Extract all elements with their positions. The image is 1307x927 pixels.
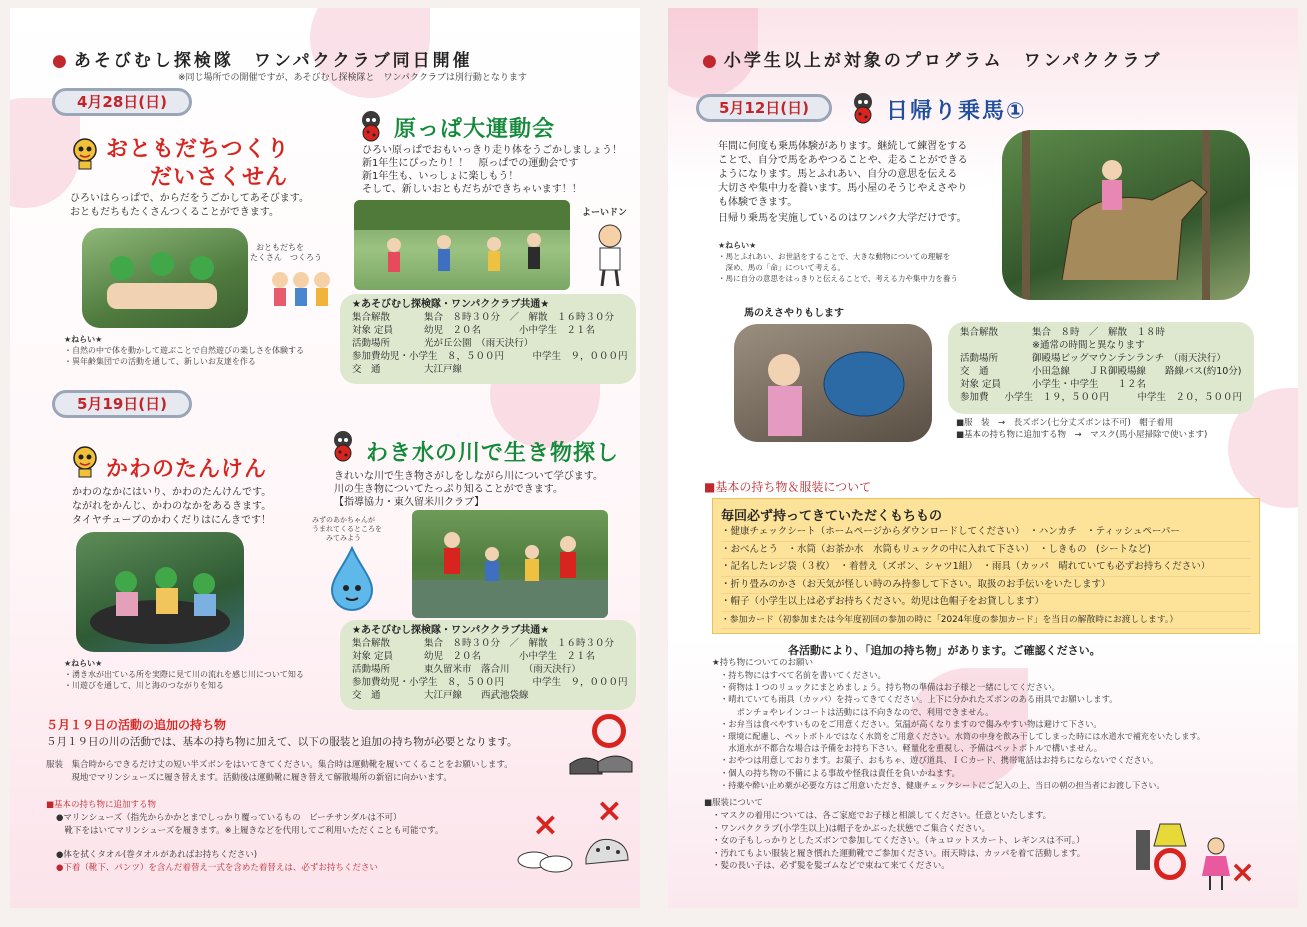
beach-sandals-icon: [514, 838, 574, 878]
info-box-may12: [948, 322, 1254, 414]
x-ng-mark-icon: ×: [1230, 855, 1256, 890]
info-row: ※通常の時間と異なります: [1032, 340, 1145, 351]
desc-undoukai-3: 新1年生も、いっしょに楽しもう！: [362, 171, 519, 182]
title-wakimizu: わき水の川で生き物探し: [366, 441, 620, 466]
desc-otomodachi-2: おともだちもたくさんつくることができます。: [70, 207, 279, 218]
must-item: ・折り畳みのかさ（お天気が怪しい時のみ持参して下さい。取扱のお手伝いをいたします）: [721, 577, 1251, 595]
extra-list-item: ●体を拭くタオル(巻タオルがあればお持ちください): [56, 850, 258, 860]
clothes-item: ・汚れてもよい服装と履き慣れた運動靴でご参加ください。雨天時は、カッパを着て活動します。: [712, 848, 1086, 859]
circle-ok-mark-icon: [1154, 848, 1186, 880]
date-badge-apr28: 4月28日(日): [52, 88, 192, 116]
ladybug-mascot-icon: [846, 90, 880, 124]
circle-ok-mark-icon: [592, 714, 626, 748]
title-otomodachi-1: おともだちつくり: [106, 137, 290, 162]
drop-caption-3: みてみよう: [326, 534, 361, 542]
must-item: ・参加カード（初参加または今年度初回の参加の時に「2024年度の参加カード」を当日の解散時にお渡しします。）: [721, 612, 1251, 630]
request-item: 水道水が不都合な場合は予備をお持ち下さい。軽量化を重視し、予備はペットボトルで構いません。: [720, 743, 1103, 754]
must-item: ・記名したレジ袋（３枚） ・着替え（ズボン、シャツ1組） ・雨具（カッパ 晴れていても必ずお持ちください）: [721, 559, 1251, 577]
desc-undoukai-2: 新1年生にぴったり！！ 原っぱでの運動会です: [362, 158, 579, 169]
ladybug-mascot-icon: [354, 108, 388, 142]
ladybug-mascot-icon: [326, 428, 360, 462]
horse-note-extra: ■基本の持ち物に追加する物 → マスク(馬小屋掃除で使います): [956, 430, 1208, 440]
x-ng-mark-icon: ×: [596, 791, 623, 829]
extra-items-intro: ５月１９日の川の活動では、基本の持ち物に加えて、以下の服装と追加の持ち物が必要となります。: [46, 736, 518, 748]
desc-horse-6: 日帰り乗馬を実施しているのはワンパク大学だけです。: [718, 213, 967, 224]
aim-a-2: ・異年齢集団での活動を通して、新しいお友達を作る: [64, 357, 256, 366]
request-heading: ★持ち物についてのお願い: [712, 658, 813, 668]
marine-shoes-icon: [566, 744, 636, 784]
info-row: 活動場所 光が丘公園 （雨天決行）: [352, 338, 534, 349]
clothes-heading: ■服装について: [704, 798, 763, 808]
info-row: 集合解散 集合 ８時３０分 ／ 解散 １６時３０分: [352, 638, 615, 649]
aim-a-1: ・自然の中で体を動かして遊ぶことで自然遊びの楽しさを体験する: [64, 346, 304, 355]
aim-horse-2: 深め、馬の「命」について考える。: [718, 263, 846, 272]
extra-list-heading: ■基本の持ち物に追加する物: [46, 800, 157, 810]
header-note: ※同じ場所での開催ですが、あそびむし探検隊と ワンパククラブは別行動となります: [178, 73, 527, 83]
request-item: ・個人の持ち物の不備による事故や怪我は責任を負いかねます。: [720, 767, 960, 778]
photo-horse-feeding: [734, 324, 932, 442]
desc-wakimizu-3: 【指導協力・東久留米川クラブ】: [334, 497, 485, 508]
request-item: ・おやつは用意しております。お菓子、おもちゃ、遊び道具、ＩＣカード、携帯電話はお持ちにならないでください。: [720, 755, 1159, 766]
extra-list-item: 靴下をはいてマリンシューズを履きます。※上履きなどを代用してご利用いただくことも可能です。: [56, 826, 444, 836]
desc-horse-5: も体験できます。: [718, 197, 798, 208]
request-item: ・環境に配慮し、ペットボトルではなく水筒をご用意ください。水筒の中身を飲み干してしまった時には水道水で補充をいたします。: [720, 731, 1205, 742]
clothes-item: ・髪の長い子は、必ず髪を髪ゴムなどで束ねて来てください。: [712, 861, 950, 871]
request-item: ポンチョやレインコートは活動には不向きなので、利用できません。: [720, 706, 994, 717]
extra-list-item: ●下着（靴下、パンツ）を含んだ着替え一式を含めた着替えは、必ずお持ちください: [56, 863, 378, 873]
photo-horse-riding: [1002, 130, 1250, 300]
request-item: ・荷物は１つのリュックにまとめましょう。持ち物の準備はお子様と一緒にしてください。: [720, 682, 1060, 693]
extra-items-note: 各活動により、「追加の持ち物」があります。ご確認ください。: [788, 644, 1101, 657]
clog-shoes-icon: [582, 830, 632, 874]
info-box-apr28: [340, 294, 636, 384]
desc-kawa-1: かわのなかにはいり、かわのたんけんです。: [72, 487, 272, 498]
title-undoukai: 原っぱ大運動会: [394, 117, 556, 142]
basic-items-heading: ■基本の持ち物＆服装について: [704, 480, 872, 494]
extra-list-item: ●マリンシューズ（指先からかかとまでしっかり覆っているもの ビーチサンダルは不可）: [56, 813, 402, 823]
must-items-heading: 毎回必ず持ってきていただくもちもの: [721, 509, 943, 524]
info-row: 交 通 小田急線 ＪＲ御殿場線 路線バス(約10分): [960, 366, 1242, 377]
desc-otomodachi-1: ひろいはらっぱで、からだをうごかしてあそびます。: [70, 193, 309, 204]
bee-mascot-icon: [68, 136, 102, 170]
extra-clothes-2: 現地でマリンシューズに履き替えます。活動後は運動靴に履き替えて解散場所の新宿に向かいます。: [46, 773, 452, 783]
clothes-item: ・マスクの着用については、各ご家庭でお子様と相談してください。任意といたします。: [712, 811, 1052, 821]
info-row: 参加費 幼児・小学生 ８，５００円 中学生 ９，０００円: [352, 677, 628, 688]
title-kawa: かわのたんけん: [106, 457, 268, 482]
section-header: ● あそびむし探検隊 ワンパククラブ同日開催: [52, 51, 473, 71]
running-child-icon: [590, 222, 630, 288]
desc-undoukai-4: そして、新しいおともだちができちゃいます！！: [362, 184, 582, 195]
yoi-don-label: よーいドン: [582, 208, 628, 218]
request-item: ・お弁当は食べやすいものをご用意ください。気温が高くなりますので傷みやすい物は避けて下さい。: [720, 718, 1102, 729]
drop-caption-1: みずのあかちゃんが: [312, 516, 375, 524]
photo-caption-2: たくさん つくろう: [250, 253, 322, 262]
info-row: 対象 定員 小学生・中学生 １２名: [960, 379, 1147, 390]
info-row: 対象 定員 幼児 ２０名 小中学生 ２１名: [352, 325, 596, 336]
aim-c-2: ・川遊びを通して、川と海のつながりを知る: [64, 681, 224, 690]
date-badge-may12: 5月12日(日): [696, 94, 832, 122]
request-list: [720, 669, 1280, 791]
left-page: [10, 8, 640, 908]
photo-caption-1: おともだちを: [256, 243, 304, 252]
title-otomodachi-2: だいさくせん: [150, 165, 289, 190]
extra-clothes-1: 服装 集合時からできるだけ丈の短い半ズボンをはいてきてください。集合時は運動靴を履いてくることをお願いします。: [46, 760, 513, 770]
request-item: ・晴れていても雨具（カッパ）を持ってきてください。上下に分かれたズボンのある雨具でお願いします。: [720, 694, 1118, 705]
children-illustration-icon: [266, 268, 336, 316]
photo-river-creatures: [412, 510, 608, 618]
info-row: 参加費 幼児・小学生 ８，５００円 中学生 ９，０００円: [352, 351, 628, 362]
request-item: ・持薬や酔い止め薬が必要な方はご用意いただき、健康チェックシートにご記入の上、当日の朝の担当者にお渡し下さい。: [720, 779, 1165, 790]
info-row: 活動場所 御殿場ビッグマウンテンランチ （雨天決行）: [960, 353, 1226, 364]
desc-horse-4: 大切さや集中力を養います。馬小屋のそうじやえさやり: [718, 183, 968, 194]
desc-undoukai-1: ひろい原っぱでおもいっきり走り体をうごかしましょう！: [362, 145, 622, 156]
section-header: ● 小学生以上が対象のプログラム ワンパククラブ: [702, 51, 1163, 71]
info-box-heading: ★あそびむし探検隊・ワンパククラブ共通★: [352, 299, 550, 310]
desc-wakimizu-1: きれいな川で生き物さがしをしながら川について学びます。: [334, 471, 603, 482]
bee-mascot-icon: [68, 444, 102, 478]
clothes-list: [712, 810, 1085, 873]
info-row: 交 通 大江戸線 西武池袋線: [352, 690, 529, 701]
girl-skirt-icon: [1198, 836, 1234, 892]
photo-river-tube: [76, 532, 244, 652]
aim-heading-a: ★ねらい★: [64, 335, 103, 344]
info-row: 参加費 小学生 １９，５００円 中学生 ２０，５００円: [960, 392, 1242, 403]
clothes-item: ・ワンパククラブ(小学生以上)は帽子をかぶった状態でご集合ください。: [712, 823, 991, 834]
must-item: ・健康チェックシート（ホームページからダウンロードしてください） ・ハンカチ ・ティッシュペーパー: [721, 524, 1251, 542]
desc-kawa-3: タイヤチューブのかわくだりはにんきです！: [72, 515, 271, 526]
aim-heading-c: ★ねらい★: [64, 659, 103, 668]
info-row: 集合解散 集合 ８時 ／ 解散 １８時: [960, 327, 1166, 338]
request-item: ・持ち物にはすべて名前を書いてください。: [720, 670, 886, 680]
must-items-box: [712, 498, 1260, 634]
desc-wakimizu-2: 川の生き物についてたっぷり知ることができます。: [334, 484, 563, 495]
aim-horse-1: ・馬とふれあい、お世話をすることで、大きな動物についての理解を: [718, 252, 951, 261]
must-item: ・帽子（小学生以上は必ずお持ちください。幼児は色帽子をお貸しします）: [721, 594, 1251, 612]
title-horse-riding: 日帰り乗馬①: [886, 99, 1027, 124]
aim-c-1: ・湧き水が出ている所を実際に見て川の流れを感じ川について知る: [64, 670, 304, 679]
info-box-heading: ★あそびむし探検隊・ワンパククラブ共通★: [352, 625, 550, 636]
aim-horse-3: ・馬に自分の意思をはっきりと伝えることで、考える力や集中力を養う: [718, 274, 958, 283]
photo-field-run: [354, 200, 570, 290]
must-item: ・おべんとう ・水筒（お茶か水 水筒もリュックの中に入れて下さい） ・しきもの (シートなど): [721, 542, 1251, 560]
date-badge-may19: 5月19日(日): [52, 390, 192, 418]
water-drop-mascot-icon: [324, 544, 380, 614]
info-row: 活動場所 東久留米市 落合川 （雨天決行）: [352, 664, 581, 675]
desc-kawa-2: ながれをかんじ、かわのなかをあるきます。: [72, 501, 272, 512]
extra-items-heading: ５月１９日の活動の追加の持ち物: [46, 718, 227, 732]
must-items-list: [721, 524, 1251, 629]
desc-horse-3: ようになります。馬とふれあい、自分の意思を伝える: [718, 169, 958, 180]
desc-horse-2: ことで、自分で馬をあやつることや、走ることができる: [718, 155, 968, 166]
feed-caption: 馬のえさやりもします: [744, 308, 844, 319]
clothes-item: ・女の子もしっかりとしたズボンで参加してください。（キュロットスカート、レギンスは不可。）: [712, 836, 1085, 846]
photo-kids-on-grass: [82, 228, 248, 328]
x-ng-mark-icon: ×: [532, 805, 559, 843]
info-box-may19: [340, 620, 636, 710]
info-row: 対象 定員 幼児 ２０名 小中学生 ２１名: [352, 651, 596, 662]
horse-note-clothes: ■服 装 → 長ズボン(七分丈ズボンは不可) 帽子着用: [956, 418, 1174, 428]
info-row: 交 通 大江戸線: [352, 364, 463, 375]
info-row: 集合解散 集合 ８時３０分 ／ 解散 １６時３０分: [352, 312, 615, 323]
aim-heading-horse: ★ねらい★: [718, 241, 757, 250]
drop-caption-2: うまれてくるところを: [312, 525, 382, 533]
right-page: [668, 8, 1298, 908]
desc-horse-1: 年間に何度も乗馬体験があります。継続して練習をする: [718, 141, 968, 152]
